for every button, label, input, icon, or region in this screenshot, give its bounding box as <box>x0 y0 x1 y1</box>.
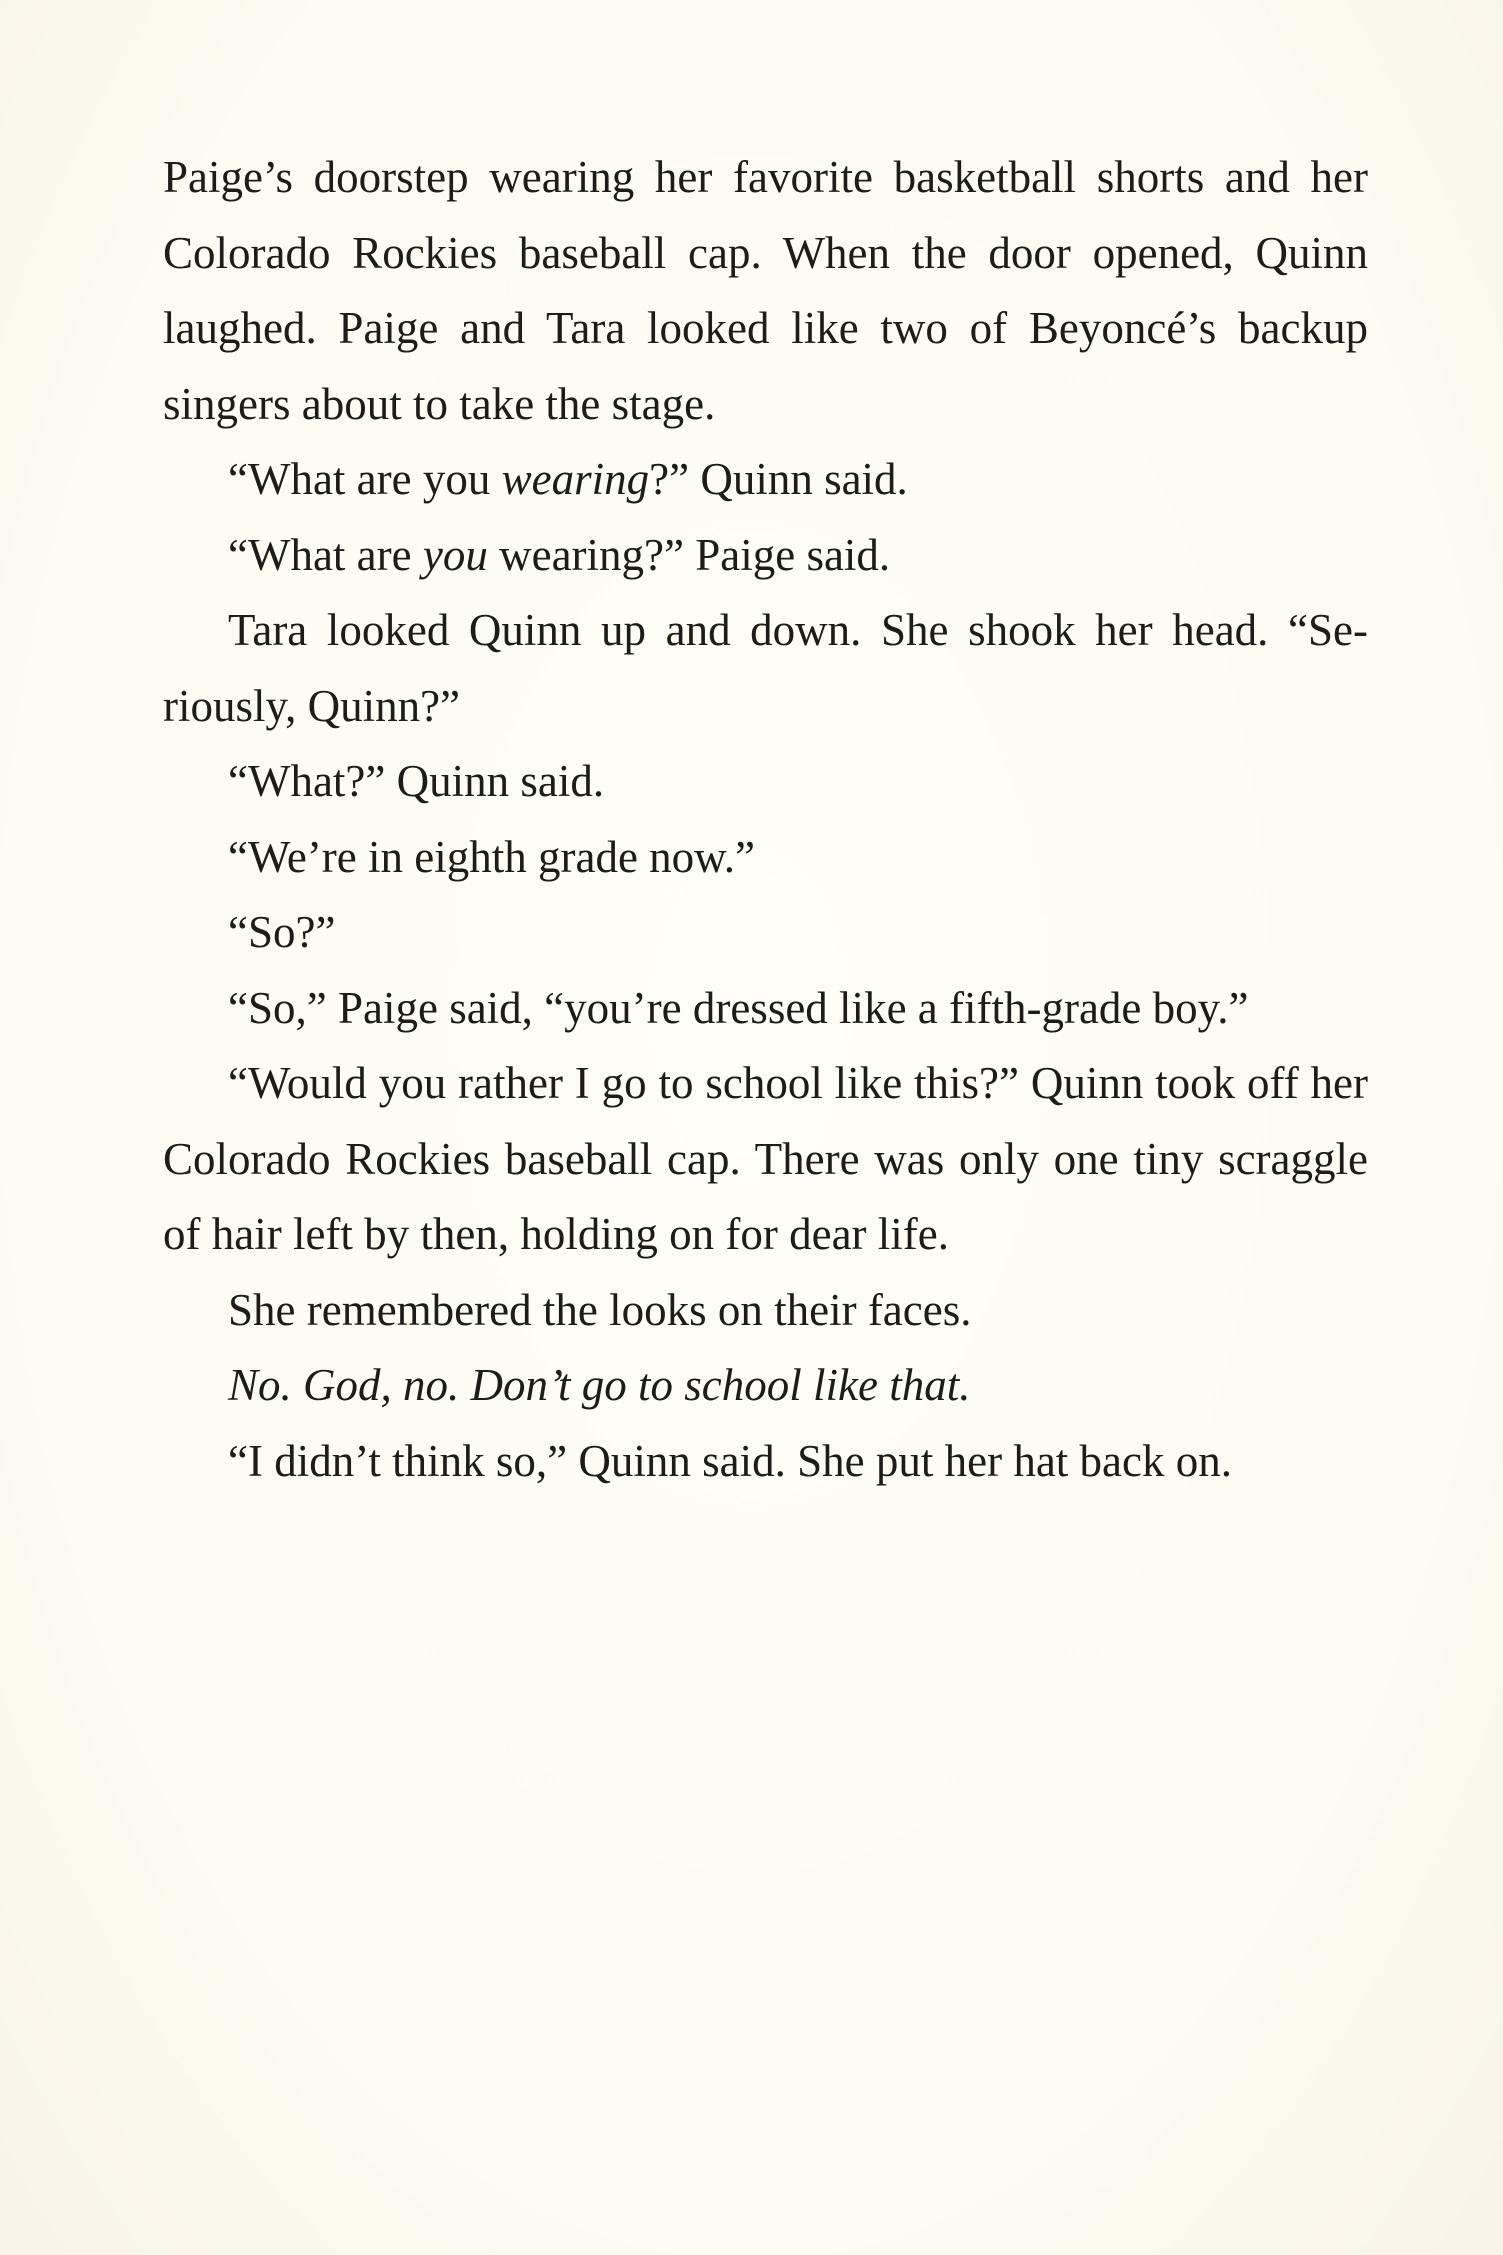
paragraph-8-text: “So,” Paige said, “you’re dressed like a fifth-grade boy.” <box>228 982 1249 1033</box>
paragraph-4-text: Tara looked Quinn up and down. She shook her head. “Seriously, Quinn?” <box>163 605 1368 731</box>
paragraph-4 <box>163 593 1368 744</box>
page-text <box>163 140 1368 1499</box>
paragraph-2 <box>163 442 1368 518</box>
paragraph-3-before: “What are <box>228 529 423 580</box>
paragraph-10-text: She remembered the looks on their faces. <box>228 1284 972 1335</box>
paragraph-2-emphasis: wearing <box>501 454 650 504</box>
paragraph-12 <box>163 1424 1368 1500</box>
paragraph-3-emphasis: you <box>422 529 488 580</box>
paragraph-9-text: “Would you rather I go to school like this?” Quinn took off her Colorado Rockies baseball cap. There was only one tiny scraggle of hair left by then, holding on for dear life. <box>163 1058 1368 1259</box>
paragraph-1-text: Paige’s doorstep wearing her favorite basketball shorts and her Colorado Rockies baseball cap. When the door opened, Quinn laughed. Paige and Tara looked like two of Beyoncé’s backup singers about to take the stage. <box>163 152 1368 429</box>
paragraph-7-text: “So?” <box>228 907 336 957</box>
paragraph-2-after: ?” Quinn said. <box>649 454 908 504</box>
paragraph-1 <box>163 140 1368 442</box>
paragraph-12-text: “I didn’t think so,” Quinn said. She put her hat back on. <box>228 1435 1232 1486</box>
paragraph-3-after: wearing?” Paige said. <box>487 529 891 580</box>
paragraph-3 <box>163 518 1368 594</box>
paragraph-9 <box>163 1046 1368 1273</box>
paragraph-11-text: No. God, no. Don’t go to school like that. <box>228 1360 971 1410</box>
paragraph-5 <box>163 744 1368 820</box>
paragraph-2-before: “What are you <box>228 454 502 504</box>
paragraph-6-text: “We’re in eighth grade now.” <box>228 831 755 882</box>
paragraph-5-text: “What?” Quinn said. <box>228 756 605 806</box>
paragraph-8 <box>163 971 1368 1047</box>
paragraph-10 <box>163 1273 1368 1349</box>
paragraph-6 <box>163 820 1368 896</box>
paragraph-7 <box>163 895 1368 971</box>
paragraph-11 <box>163 1348 1368 1424</box>
